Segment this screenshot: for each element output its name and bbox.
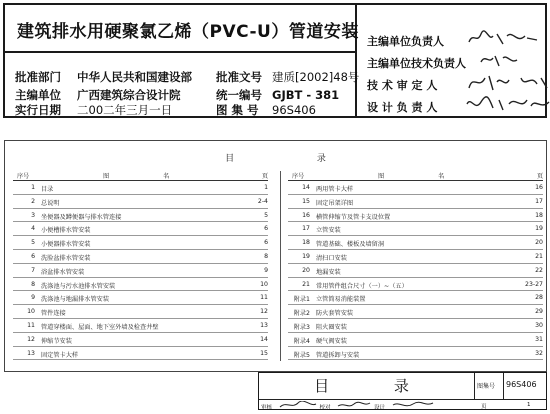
meta-row-approval	[15, 69, 359, 85]
toc-row-no: 5	[31, 239, 35, 247]
sheet-name: 目 录	[314, 377, 439, 395]
toc-row	[288, 195, 543, 209]
toc-row-name: 小便槽排水管安装	[41, 227, 91, 235]
signature-image	[278, 401, 318, 409]
title-block	[258, 372, 547, 410]
signature-image	[463, 28, 543, 48]
set-no-label: 图集号	[477, 383, 496, 390]
toc-row-no: 14	[302, 184, 310, 191]
toc-row-name: 洗脸盆排水管安装	[41, 254, 91, 262]
toc-row-page: 21	[535, 252, 543, 260]
toc-row	[288, 333, 543, 347]
toc-row-name: 立管安装	[316, 227, 341, 235]
toc-row-name: 清扫口安装	[316, 254, 347, 262]
col-header-name-b: 名	[438, 173, 445, 180]
toc-row-no: 3	[31, 211, 35, 219]
header-block	[3, 3, 547, 118]
contents-column-right	[288, 171, 543, 360]
toc-row-page: 5	[264, 211, 268, 219]
toc-row	[288, 291, 543, 305]
toc-row	[13, 319, 268, 333]
toc-row-page: 18	[535, 211, 543, 219]
toc-row	[13, 264, 268, 278]
toc-row-page: 9	[264, 266, 268, 274]
toc-row-no: 附录5	[293, 351, 310, 359]
toc-row	[13, 278, 268, 292]
toc-row-no: 15	[302, 197, 310, 205]
toc-row-name: 横管伸缩节及管卡支设位置	[316, 213, 391, 221]
toc-row-page: 15	[260, 349, 268, 357]
atlas-no: 96S406	[272, 103, 316, 117]
set-no-value: 96S406	[506, 380, 537, 389]
signature-image	[463, 94, 550, 114]
toc-row-page: 12	[260, 308, 268, 316]
toc-row-page: 29	[535, 308, 543, 316]
toc-row-page: 14	[260, 335, 268, 343]
responsible-label: 设 计 负 责 人	[367, 101, 438, 114]
toc-row-name: 总说明	[41, 199, 60, 207]
toc-row-name: 管道穿楼面、屋面、地下室外墙及检查井壁	[41, 323, 159, 331]
checker-label: 校对	[319, 405, 331, 411]
column-header	[13, 171, 268, 181]
signature-image	[391, 401, 435, 409]
toc-row-name: 管道拆卸与安装	[316, 351, 360, 359]
unified-no: GJBT - 381	[272, 88, 340, 102]
toc-row-no: 11	[27, 321, 35, 329]
document-title: 建筑排水用硬聚氯乙烯（PVC-U）管道安装	[17, 22, 359, 42]
atlas-no-label: 图 集 号	[216, 103, 259, 117]
col-header-page: 页	[261, 173, 268, 180]
responsible-row	[367, 99, 437, 115]
toc-row	[288, 305, 543, 319]
toc-row	[288, 209, 543, 223]
toc-row-page: 6	[264, 239, 268, 247]
toc-row-no: 附录3	[293, 323, 310, 331]
meta-row-editor	[15, 87, 339, 103]
signature-image	[477, 50, 527, 70]
title-block-divider	[474, 373, 475, 399]
contents-panel	[4, 140, 547, 372]
approval-doc-label: 批准文号	[216, 70, 263, 84]
col-header-name-a: 图	[103, 173, 110, 180]
column-divider	[280, 171, 281, 361]
toc-row-name: 小便器排水管安装	[41, 241, 91, 249]
toc-row-name: 硬气阀安装	[316, 337, 347, 345]
toc-row-name: 坐便器及蹲便器与排水管连接	[41, 213, 122, 221]
toc-row	[288, 347, 543, 361]
meta-row-date	[15, 102, 316, 118]
designer-label: 设计	[374, 405, 386, 411]
toc-row-no: 附录1	[293, 296, 310, 304]
responsible-label: 技 术 审 定 人	[367, 79, 438, 92]
unified-no-label: 统一编号	[216, 88, 263, 102]
toc-row-name: 常用管件组合尺寸（一）~（五）	[316, 282, 408, 290]
toc-row	[13, 347, 268, 361]
toc-row	[13, 333, 268, 347]
toc-row-no: 2	[31, 197, 35, 205]
contents-column-left	[13, 171, 268, 360]
toc-row-page: 13	[260, 321, 268, 329]
toc-row	[13, 209, 268, 223]
reviewer-label: 审核	[261, 405, 273, 411]
toc-row	[288, 222, 543, 236]
responsible-label: 主编单位负责人	[367, 35, 444, 48]
toc-row-no: 21	[302, 280, 310, 288]
toc-row-name: 洗涤池与污水池排水管安装	[41, 282, 116, 290]
toc-row-no: 附录4	[293, 337, 310, 345]
title-block-divider	[259, 399, 546, 400]
toc-row-page: 10	[260, 280, 268, 288]
toc-row-no: 20	[302, 266, 310, 274]
toc-row-page: 20	[535, 239, 543, 247]
toc-row-page: 19	[535, 225, 543, 233]
col-header-no: 序号	[17, 173, 30, 180]
toc-row	[288, 278, 543, 292]
toc-row-name: 地漏安装	[316, 268, 341, 276]
toc-row-no: 1	[31, 184, 35, 191]
column-header	[288, 171, 543, 181]
toc-row-no: 6	[31, 252, 35, 260]
toc-row-page: 6	[264, 225, 268, 233]
approval-dept: 中华人民共和国建设部	[77, 70, 193, 84]
toc-row-page: 31	[535, 335, 543, 343]
toc-row-no: 19	[302, 252, 310, 260]
toc-row	[13, 236, 268, 250]
toc-row	[13, 222, 268, 236]
toc-row-name: 两用管卡大样	[316, 186, 354, 193]
toc-row-name: 洗涤池与地漏排水管安装	[41, 296, 110, 304]
signature-image	[463, 72, 550, 92]
toc-row-name: 目录	[41, 186, 54, 193]
toc-row-page: 8	[264, 252, 268, 260]
toc-row-page: 2-4	[257, 197, 268, 205]
col-header-name-a: 图	[378, 173, 385, 180]
toc-row-name: 固定吊架详图	[316, 199, 354, 207]
toc-row-name: 立管简易消能装置	[316, 296, 366, 304]
toc-row-page: 11	[260, 294, 268, 302]
toc-row	[13, 291, 268, 305]
toc-row-name: 管道基础、楼板及墙留洞	[316, 241, 385, 249]
toc-row-no: 附录2	[293, 310, 310, 318]
title-block-divider	[503, 373, 504, 399]
toc-row-name: 防火套管安装	[316, 310, 354, 318]
toc-row	[288, 181, 543, 195]
contents-title: 目 录	[225, 154, 366, 164]
responsible-row	[367, 55, 466, 71]
toc-row-no: 16	[302, 211, 310, 219]
toc-row-no: 8	[31, 280, 35, 288]
toc-row-page: 28	[535, 294, 543, 302]
toc-row-page: 23-27	[525, 280, 543, 288]
col-header-name-b: 名	[163, 173, 170, 180]
toc-row-no: 12	[27, 335, 35, 343]
toc-row-page: 32	[535, 349, 543, 357]
toc-row	[288, 250, 543, 264]
responsible-label: 主编单位技术负责人	[367, 57, 466, 70]
toc-row	[13, 250, 268, 264]
toc-row-name: 固定管卡大样	[41, 351, 79, 359]
toc-row-page: 17	[535, 197, 543, 205]
toc-row	[13, 195, 268, 209]
page-number: 1	[527, 402, 531, 408]
toc-row-name: 伸缩节安装	[41, 337, 72, 345]
toc-row-no: 18	[302, 239, 310, 247]
page-label: 页	[481, 404, 487, 410]
toc-row-name: 浴盆排水管安装	[41, 268, 85, 276]
effective-date: 二00二年三月一日	[77, 103, 173, 117]
col-header-no: 序号	[292, 173, 305, 180]
toc-row-no: 7	[31, 266, 35, 274]
toc-row-no: 17	[302, 225, 310, 233]
toc-row-page: 16	[535, 184, 543, 191]
toc-row	[13, 181, 268, 195]
toc-row-no: 13	[27, 349, 35, 357]
signature-image	[336, 401, 372, 409]
effective-date-label: 实行日期	[15, 103, 61, 117]
signoff-row	[261, 401, 435, 411]
toc-row-no: 9	[31, 294, 35, 302]
toc-row-no: 4	[31, 225, 35, 233]
toc-row-name: 阻火圈安装	[316, 323, 347, 331]
toc-row	[288, 319, 543, 333]
toc-row	[13, 305, 268, 319]
approval-dept-label: 批准部门	[15, 70, 61, 84]
header-rule	[5, 51, 355, 53]
approval-doc: 建质[2002]48号	[272, 70, 360, 84]
col-header-page: 页	[536, 173, 543, 180]
toc-row-page: 30	[535, 321, 543, 329]
toc-row	[288, 236, 543, 250]
responsible-row	[367, 33, 444, 49]
editor-unit: 广西建筑综合设计院	[77, 88, 181, 102]
toc-row-page: 22	[535, 266, 543, 274]
editor-unit-label: 主编单位	[15, 88, 61, 102]
toc-row-page: 1	[264, 184, 268, 191]
toc-row-no: 10	[27, 308, 35, 316]
responsible-row	[367, 77, 437, 93]
toc-row-name: 管件连接	[41, 310, 66, 318]
toc-row	[288, 264, 543, 278]
